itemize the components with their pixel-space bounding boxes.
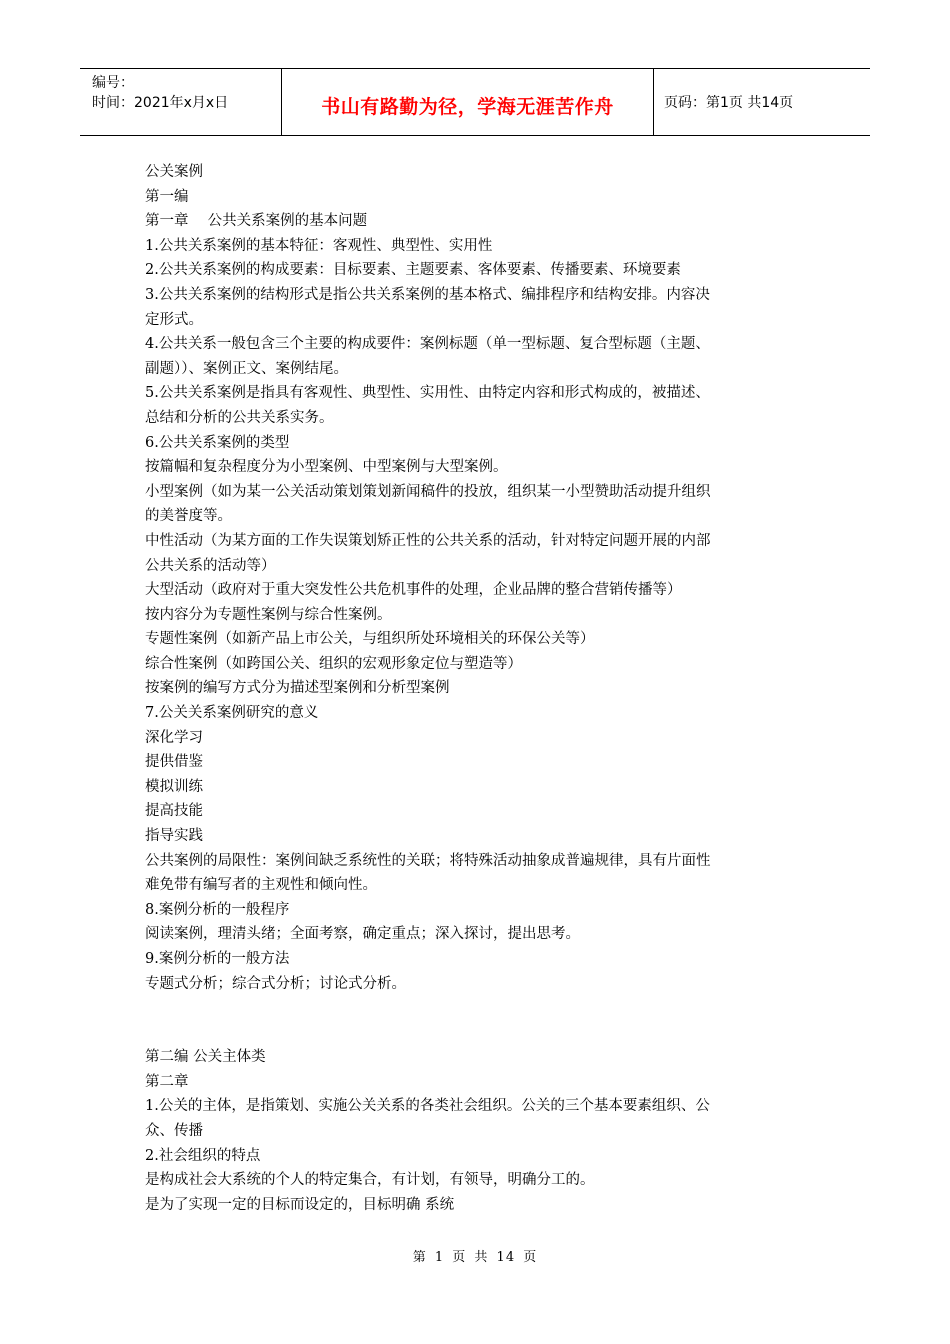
text-line: 指导实践	[145, 828, 203, 845]
text-line: 6.公共关系案例的类型	[145, 434, 290, 451]
text-line: 1.公共关系案例的基本特征：客观性、典型性、实用性	[145, 237, 493, 254]
section-two	[145, 1045, 815, 1217]
text-line: 难免带有编写者的主观性和倾向性。	[145, 877, 377, 894]
page-header	[80, 68, 870, 136]
text-line: 小型案例（如为某一公关活动策划策划新闻稿件的投放，组织某一小型赞助活动提升组织	[145, 483, 711, 500]
text-line: 3.公共关系案例的结构形式是指公共关系案例的基本格式、编排程序和结构安排。内容决	[145, 286, 710, 303]
section-one	[145, 160, 815, 996]
text-line: 9.案例分析的一般方法	[145, 951, 290, 967]
text-line: 8.案例分析的一般程序	[145, 901, 290, 918]
text-line: 专题性案例（如新产品上市公关，与组织所处环境相关的环保公关等）	[145, 631, 595, 648]
text-line: 副题））、案例正文、案例结尾。	[145, 360, 348, 377]
text-line: 2.公共关系案例的构成要素：目标要素、主题要素、客体要素、传播要素、环境要素	[145, 262, 681, 279]
text-line: 是构成社会大系统的个人的特定集合，有计划，有领导，明确分工的。	[145, 1172, 595, 1189]
document-body	[145, 160, 815, 1217]
text-line: 模拟训练	[145, 778, 203, 795]
text-line: 的美誉度等。	[145, 508, 232, 525]
text-line: 第一编	[145, 188, 189, 205]
text-line: 按内容分为专题性案例与综合性案例。	[145, 606, 392, 623]
section-gap	[145, 996, 815, 1045]
text-line: 公共关系的活动等）	[145, 557, 276, 574]
text-line: 4.公共关系一般包含三个主要的构成要件：案例标题（单一型标题、复合型标题（主题、	[145, 336, 710, 353]
text-line: 2.社会组织的特点	[145, 1147, 261, 1164]
text-line: 深化学习	[145, 729, 203, 746]
text-line: 7.公关关系案例研究的意义	[145, 705, 319, 722]
header-motto: 书山有路勤为径，学海无涯苦作舟	[282, 69, 654, 135]
text-line: 按案例的编写方式分为描述型案例和分析型案例	[145, 680, 450, 697]
text-line: 阅读案例，理清头绪；全面考察，确定重点；深入探讨，提出思考。	[145, 926, 580, 943]
text-line: 定形式。	[145, 311, 203, 328]
text-line: 众、传播	[145, 1122, 203, 1139]
text-line: 提高技能	[145, 803, 203, 820]
text-line: 大型活动（政府对于重大突发性公共危机事件的处理，企业品牌的整合营销传播等）	[145, 582, 682, 599]
text-line: 公关案例	[145, 164, 203, 180]
text-line: 综合性案例（如跨国公关、组织的宏观形象定位与塑造等）	[145, 655, 522, 672]
header-page-info: 页码：第1页 共14页	[664, 95, 794, 111]
text-line: 按篇幅和复杂程度分为小型案例、中型案例与大型案例。	[145, 459, 508, 476]
text-line: 1.公关的主体，是指策划、实施公关关系的各类社会组织。公关的三个基本要素组织、公	[145, 1098, 710, 1115]
header-meta	[80, 69, 282, 135]
text-line: 5.公共关系案例是指具有客观性、典型性、实用性、由特定内容和形式构成的，被描述、	[145, 385, 710, 402]
number-label: 编号：	[92, 75, 134, 91]
text-line: 提供借鉴	[145, 754, 203, 771]
text-line: 第二章	[145, 1073, 189, 1090]
text-line: 公共案例的局限性：案例间缺乏系统性的关联；将特殊活动抽象成普遍规律，具有片面性	[145, 852, 711, 869]
text-line: 第一章 公共关系案例的基本问题	[145, 213, 368, 230]
text-line: 专题式分析；综合式分析；讨论式分析。	[145, 975, 406, 992]
date-label: 时间：2021年x月x日	[92, 95, 229, 111]
text-line: 是为了实现一定的目标而设定的，目标明确 系统	[145, 1196, 455, 1213]
text-line: 第二编 公关主体类	[145, 1049, 266, 1066]
page-footer: 第 1 页 共 14 页	[412, 1250, 538, 1265]
text-line: 总结和分析的公共关系实务。	[145, 409, 334, 426]
text-line: 中性活动（为某方面的工作失误策划矫正性的公共关系的活动，针对特定问题开展的内部	[145, 532, 711, 549]
